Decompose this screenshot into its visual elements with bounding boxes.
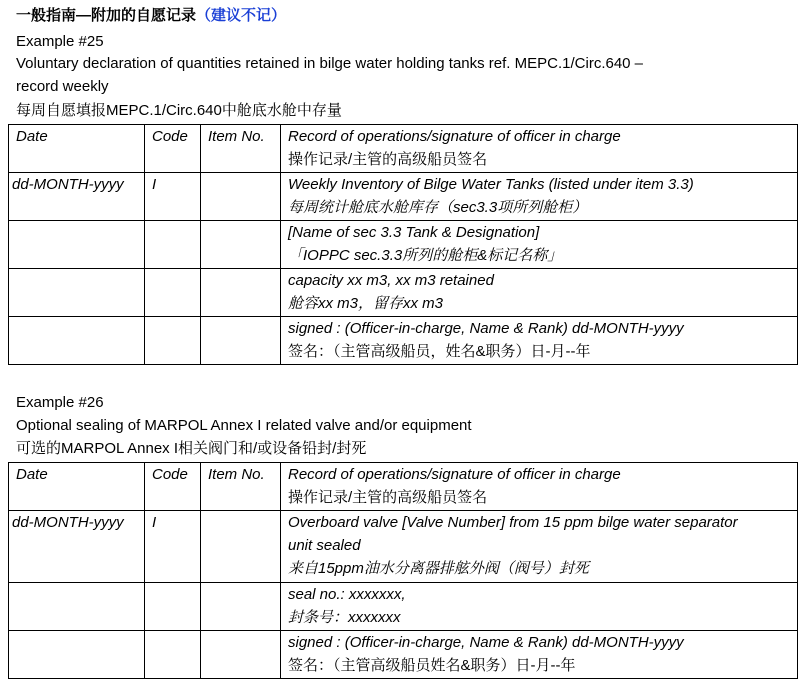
record-cn: 签名：（主管高级船员姓名&职务）日-月--年	[288, 657, 576, 674]
row-date: dd-MONTH-yyyy	[9, 511, 145, 583]
record-cn: 舱容xx m3，留存xx m3	[288, 295, 444, 312]
row-item	[201, 583, 281, 631]
row-item	[201, 511, 281, 583]
table-row	[9, 317, 798, 365]
record-en: Weekly Inventory of Bilge Water Tanks (listed under item 3.3)	[288, 176, 694, 193]
col-record-cn: 操作记录/主管的高级船员签名	[288, 151, 488, 168]
row-item	[201, 173, 281, 221]
record-en: signed : (Officer-in-charge, Name & Rank) dd-MONTH-yyyy	[288, 634, 684, 651]
table-row	[9, 631, 798, 679]
example-25-label: Example #25	[16, 33, 104, 50]
record-cn: 来自15ppm油水分离器排舷外阀（阀号）封死	[288, 560, 589, 577]
example-26-desc-cn: 可选的MARPOL Annex I相关阀门和/或设备铅封/封死	[16, 440, 367, 457]
table-row	[9, 221, 798, 269]
record-cn: 「IOPPC sec.3.3所列的舱柜&标记名称」	[288, 247, 563, 264]
record-cn: 每周统计舱底水舱库存（sec3.3项所列舱柜）	[288, 199, 588, 216]
row-record	[281, 583, 798, 631]
row-item	[201, 269, 281, 317]
row-record	[281, 511, 798, 583]
row-code	[145, 583, 201, 631]
row-record	[281, 631, 798, 679]
col-record-cn: 操作记录/主管的高级船员签名	[288, 489, 488, 506]
record-en: capacity xx m3, xx m3 retained	[288, 272, 494, 289]
record-cn: 封条号：xxxxxxx	[288, 609, 401, 626]
title-note: （建议不记）	[196, 7, 287, 24]
col-record	[281, 463, 798, 511]
row-date	[9, 631, 145, 679]
example-26-desc-line1: Optional sealing of MARPOL Annex I related valve and/or equipment	[16, 417, 472, 434]
row-item	[201, 631, 281, 679]
row-date	[9, 269, 145, 317]
example-26-table	[8, 462, 798, 679]
row-record	[281, 173, 798, 221]
example-25-table	[8, 124, 798, 365]
col-code: Code	[145, 125, 201, 173]
row-item	[201, 221, 281, 269]
row-code: I	[145, 173, 201, 221]
table-row	[9, 269, 798, 317]
row-date	[9, 583, 145, 631]
example-26-label: Example #26	[16, 394, 104, 411]
row-code	[145, 631, 201, 679]
record-en: [Name of sec 3.3 Tank & Designation]	[288, 224, 540, 241]
row-code	[145, 269, 201, 317]
row-record	[281, 221, 798, 269]
example-25-desc-line2: record weekly	[16, 78, 109, 95]
example-25-desc-line1: Voluntary declaration of quantities retained in bilge water holding tanks ref. MEPC.1/Circ.640 –	[16, 55, 644, 72]
row-record	[281, 317, 798, 365]
table-row	[9, 511, 798, 583]
row-code	[145, 317, 201, 365]
row-record	[281, 269, 798, 317]
record-en: seal no.: xxxxxxx,	[288, 586, 406, 603]
title-text: 一般指南—附加的自愿记录	[16, 7, 197, 24]
table-header-row	[9, 463, 798, 511]
table-row	[9, 173, 798, 221]
example-25-desc-cn: 每周自愿填报MEPC.1/Circ.640中舱底水舱中存量	[16, 102, 342, 119]
col-date: Date	[9, 125, 145, 173]
record-en: Overboard valve [Valve Number] from 15 ppm bilge water separator	[288, 514, 738, 531]
col-date: Date	[9, 463, 145, 511]
record-cn: 签名：（主管高级船员，姓名&职务）日-月--年	[288, 343, 591, 360]
page-title	[16, 6, 286, 26]
row-date: dd-MONTH-yyyy	[9, 173, 145, 221]
col-record	[281, 125, 798, 173]
row-item	[201, 317, 281, 365]
record-en: signed : (Officer-in-charge, Name & Rank) dd-MONTH-yyyy	[288, 320, 684, 337]
record-en-cont: unit sealed	[288, 537, 361, 554]
row-code: I	[145, 511, 201, 583]
table-header-row	[9, 125, 798, 173]
row-code	[145, 221, 201, 269]
col-code: Code	[145, 463, 201, 511]
table-row	[9, 583, 798, 631]
col-record-en: Record of operations/signature of officer in charge	[288, 128, 621, 145]
row-date	[9, 221, 145, 269]
col-record-en: Record of operations/signature of officer in charge	[288, 466, 621, 483]
row-date	[9, 317, 145, 365]
col-item: Item No.	[201, 463, 281, 511]
col-item: Item No.	[201, 125, 281, 173]
